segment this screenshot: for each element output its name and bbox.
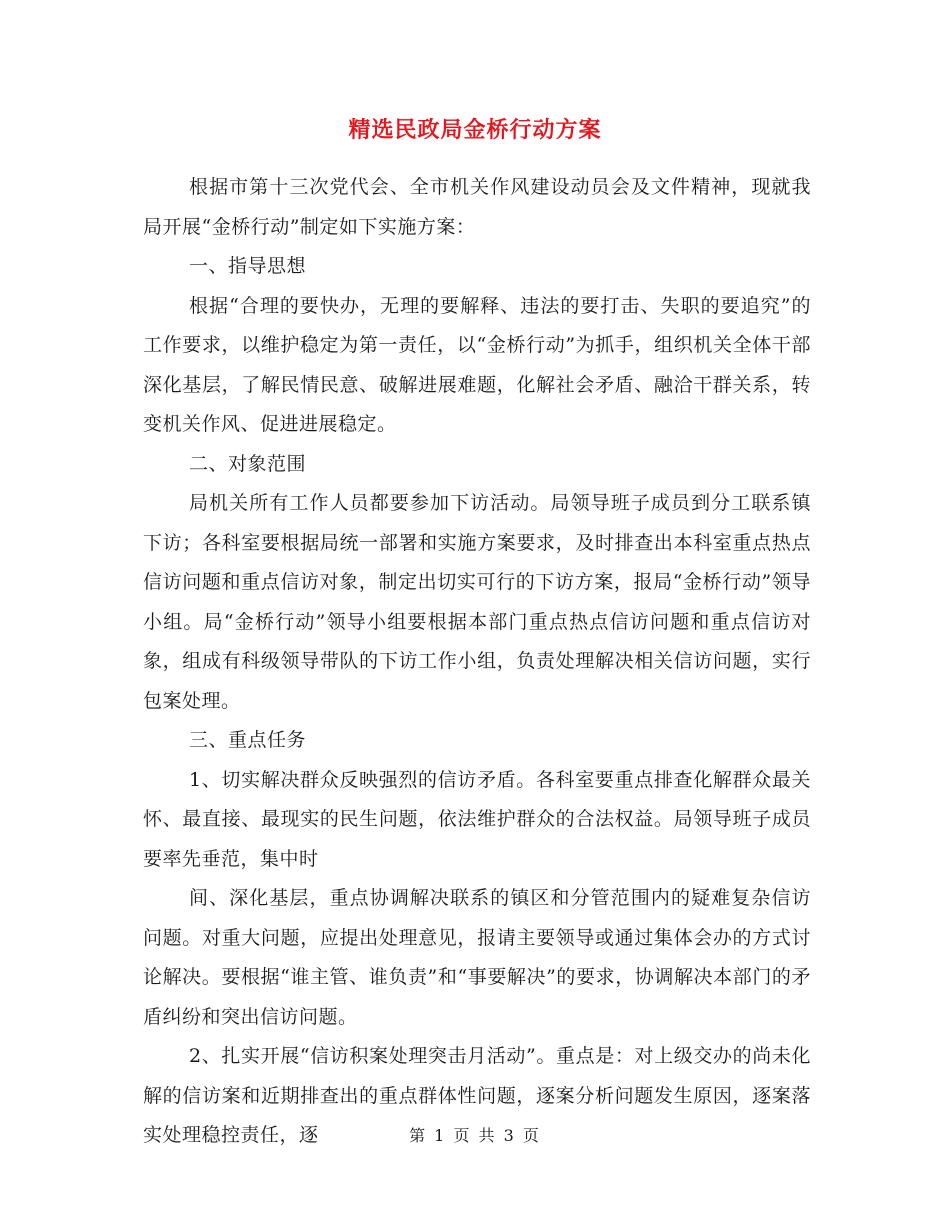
section-heading-key-tasks: 三、重点任务 — [189, 729, 307, 751]
paragraph-task-2: 2、扎实开展“信访积案处理突击月活动”。重点是：对上级交办的尚未化解的信访案和近期排查出的重点群体性问题，逐案分析问题发生原因，逐案落实处理稳控责任，逐 — [143, 1045, 811, 1146]
paragraph-guiding-thought: 根据“合理的要快办，无理的要解释、违法的要打击、失职的要追究”的工作要求，以维护稳定为第一责任，以“金桥行动”为抓手，组织机关全体干部深化基层，了解民情民意、破解进展难题，化解社会矛盾、融洽干群关系，转变机关作风、促进进展稳定。 — [143, 294, 811, 435]
paragraph-task-1: 1、切实解决群众反映强烈的信访矛盾。各科室要重点排查化解群众最关怀、最直接、最现实的民生问题，依法维护群众的合法权益。局领导班子成员要率先垂范，集中时 — [143, 768, 811, 870]
document-title: 精选民政局金桥行动方案 — [348, 117, 602, 143]
paragraph-task-1-cont: 间、深化基层，重点协调解决联系的镇区和分管范围内的疑难复杂信访问题。对重大问题，应提出处理意见，报请主要领导或通过集体会办的方式讨论解决。要根据“谁主管、谁负责”和“事要解决”的要求，协调解决本部门的矛盾纠纷和突出信访问题。 — [143, 887, 811, 1028]
page-footer: 第 1 页 共 3 页 — [409, 1126, 541, 1145]
section-heading-guiding-thought: 一、指导思想 — [189, 255, 307, 277]
section-heading-scope: 二、对象范围 — [189, 452, 307, 475]
paragraph-intro: 根据市第十三次党代会、全市机关作风建设动员会及文件精神，现就我局开展“金桥行动”制定如下实施方案： — [143, 176, 811, 238]
paragraph-scope: 局机关所有工作人员都要参加下访活动。局领导班子成员到分工联系镇下访；各科室要根据局统一部署和实施方案要求，及时排查出本科室重点热点信访问题和重点信访对象，制定出切实可行的下访方案，报局“金桥行动”领导小组。局“金桥行动”领导小组要根据本部门重点热点信访问题和重点信访对象，组成有科级领导带队的下访工作小组，负责处理解决相关信访问题，实行包案处理。 — [143, 492, 811, 712]
document-body — [143, 168, 811, 1156]
